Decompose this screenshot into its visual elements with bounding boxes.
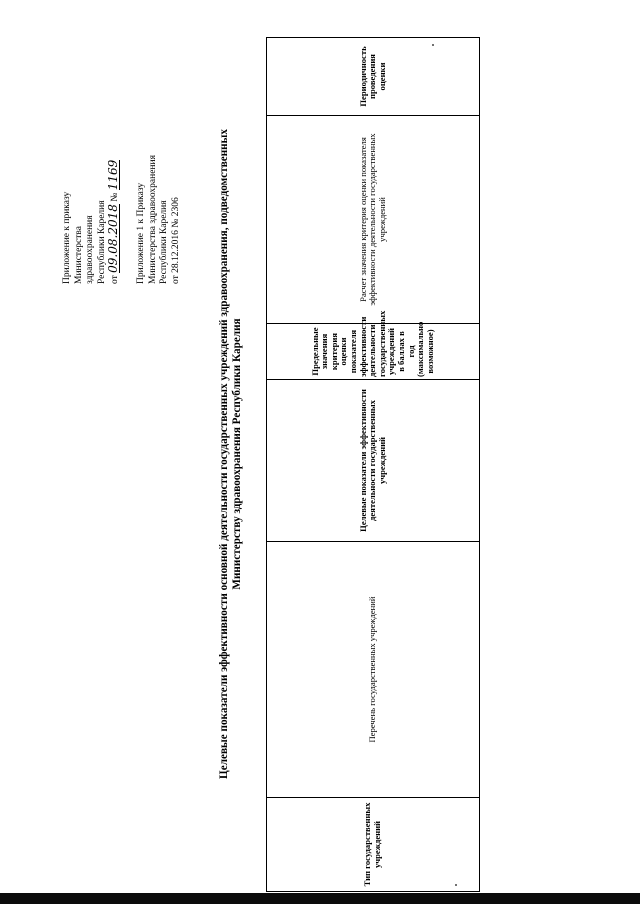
order-line: Министерства (73, 226, 84, 284)
document-title (218, 24, 244, 884)
indicators-table (266, 37, 480, 892)
handwritten-order-date: 09.08.2018 (106, 204, 121, 273)
handwritten-order-number: 1169 (106, 159, 121, 191)
order-line: Республики Карелия (96, 200, 107, 284)
column-header-list: Перечень государственных учреждений (267, 542, 480, 798)
column-header-indicators: Целевые показатели эффективности деятельности государственных учреждений (267, 380, 480, 542)
column-header-calculation: Расчет значения критерия оценки показателя эффективности деятельности государственных учреждений (267, 116, 480, 324)
order-line: Приложение к приказу (62, 191, 72, 284)
order-date-prefix: от (110, 275, 121, 284)
appendix-line: Приложение 1 к Приказу (135, 182, 146, 284)
appendix-line: Министерства здравоохранения (147, 155, 158, 284)
title-line-1: Целевые показатели эффективности основной деятельности государственных учреждений здравоохранения, подведомственных (218, 129, 230, 779)
scan-speck (455, 884, 457, 886)
column-header-type: Тип государственных учреждений (267, 798, 480, 892)
appendix-line: Республики Карелия (159, 200, 170, 284)
order-date-line (108, 44, 122, 284)
scan-speck (432, 44, 434, 46)
title-line-2: Министерству здравоохранения Республики Карелия (231, 318, 243, 590)
scan-edge-bar (0, 893, 640, 904)
column-header-periodicity: Периодичность проведения оценки (267, 38, 480, 116)
order-line: здравоохранения (85, 215, 96, 284)
appendix-date-line: от 28.12.2016 № 2306 (170, 197, 181, 284)
table-header-row (267, 38, 480, 892)
order-number-sign: № (110, 192, 121, 202)
approval-header (62, 44, 182, 284)
column-header-max-values: Предельные значения критерия оценки показателя эффективности деятельности государственных учреждений в баллах в год (максимально возможное) (267, 324, 480, 380)
